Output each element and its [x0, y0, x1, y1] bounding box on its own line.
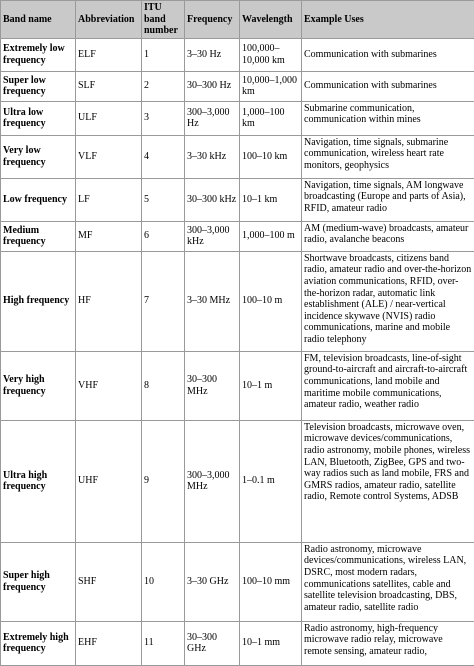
header-band-name: Band name	[1, 1, 76, 39]
band-name-cell: Extremely high frequency	[1, 621, 76, 665]
frequency-cell: 3–30 kHz	[185, 135, 240, 178]
frequency-cell: 300–3,000 kHz	[185, 221, 240, 251]
table-row	[1, 420, 474, 542]
table-row	[1, 251, 474, 351]
frequency-cell: 30–300 MHz	[185, 351, 240, 420]
wavelength-cell: 10–1 mm	[240, 621, 302, 665]
header-frequency: Frequency	[185, 1, 240, 39]
uses-cell: Radio astronomy, high-frequency microwave radio relay, microwave remote sensing, amateur radio,	[302, 621, 474, 665]
abbreviation-cell: SLF	[76, 71, 142, 101]
itu-cell: 5	[142, 178, 185, 221]
band-name-cell: Super low frequency	[1, 71, 76, 101]
itu-cell: 11	[142, 621, 185, 665]
abbreviation-cell: UHF	[76, 420, 142, 542]
itu-cell: 7	[142, 251, 185, 351]
table-row	[1, 542, 474, 621]
uses-cell: AM (medium-wave) broadcasts, amateur radio, avalanche beacons	[302, 221, 474, 251]
wavelength-cell: 10–1 km	[240, 178, 302, 221]
wavelength-cell: 100,000–10,000 km	[240, 38, 302, 71]
table-row	[1, 621, 474, 665]
uses-cell: Communication with submarines	[302, 38, 474, 71]
table-row	[1, 351, 474, 420]
band-name-cell: Very low frequency	[1, 135, 76, 178]
uses-cell: Television broadcasts, microwave oven, microwave devices/communications, radio astronomy, mobile phones, wireless LAN, Bluetooth, ZigBee, GPS and two-way radios such as land mobile, FRS and GMRS radios, amateur radio, satellite radio, Remote control Systems, ADSB	[302, 420, 474, 542]
band-name-cell: Ultra low frequency	[1, 101, 76, 135]
band-name-cell: Super high frequency	[1, 542, 76, 621]
itu-cell: 3	[142, 101, 185, 135]
header-itu-band-number: ITU band number	[142, 1, 185, 39]
frequency-cell: 30–300 Hz	[185, 71, 240, 101]
wavelength-cell: 100–10 mm	[240, 542, 302, 621]
wavelength-cell: 10,000–1,000 km	[240, 71, 302, 101]
header-example-uses: Example Uses	[302, 1, 474, 39]
abbreviation-cell: VHF	[76, 351, 142, 420]
band-name-cell: Low frequency	[1, 178, 76, 221]
uses-cell: FM, television broadcasts, line-of-sight ground-to-aircraft and aircraft-to-aircraft communications, land mobile and maritime mobile communications, amateur radio, weather radio	[302, 351, 474, 420]
frequency-cell: 30–300 GHz	[185, 621, 240, 665]
itu-cell: 1	[142, 38, 185, 71]
band-name-cell: Very high frequency	[1, 351, 76, 420]
itu-cell: 10	[142, 542, 185, 621]
abbreviation-cell: EHF	[76, 621, 142, 665]
abbreviation-cell: MF	[76, 221, 142, 251]
abbreviation-cell: VLF	[76, 135, 142, 178]
itu-cell: 2	[142, 71, 185, 101]
uses-cell: Navigation, time signals, AM longwave broadcasting (Europe and parts of Asia), RFID, amateur radio	[302, 178, 474, 221]
wavelength-cell: 100–10 m	[240, 251, 302, 351]
wavelength-cell: 1–0.1 m	[240, 420, 302, 542]
wavelength-cell: 1,000–100 km	[240, 101, 302, 135]
band-name-cell: High frequency	[1, 251, 76, 351]
table-row	[1, 221, 474, 251]
wavelength-cell: 100–10 km	[240, 135, 302, 178]
abbreviation-cell: ULF	[76, 101, 142, 135]
frequency-cell: 300–3,000 MHz	[185, 420, 240, 542]
itu-cell: 4	[142, 135, 185, 178]
band-name-cell: Ultra high frequency	[1, 420, 76, 542]
abbreviation-cell: HF	[76, 251, 142, 351]
uses-cell: Communication with submarines	[302, 71, 474, 101]
table-row	[1, 135, 474, 178]
table-row	[1, 38, 474, 71]
table-row	[1, 101, 474, 135]
abbreviation-cell: ELF	[76, 38, 142, 71]
wavelength-cell: 10–1 m	[240, 351, 302, 420]
frequency-cell: 3–30 Hz	[185, 38, 240, 71]
frequency-cell: 30–300 kHz	[185, 178, 240, 221]
table-row	[1, 178, 474, 221]
itu-cell: 8	[142, 351, 185, 420]
uses-cell: Submarine communication, communication within mines	[302, 101, 474, 135]
frequency-cell: 300–3,000 Hz	[185, 101, 240, 135]
header-wavelength: Wavelength	[240, 1, 302, 39]
uses-cell: Navigation, time signals, submarine communication, wireless heart rate monitors, geophysics	[302, 135, 474, 178]
uses-cell: Shortwave broadcasts, citizens band radio, amateur radio and over-the-horizon aviation communications, RFID, over-the-horizon radar, automatic link establishment (ALE) / near-vertical incidence skywave (NVIS) radio communications, marine and mobile radio telephony	[302, 251, 474, 351]
frequency-cell: 3–30 GHz	[185, 542, 240, 621]
table-row	[1, 71, 474, 101]
abbreviation-cell: LF	[76, 178, 142, 221]
wavelength-cell: 1,000–100 m	[240, 221, 302, 251]
itu-cell: 6	[142, 221, 185, 251]
abbreviation-cell: SHF	[76, 542, 142, 621]
uses-cell: Radio astronomy, microwave devices/communications, wireless LAN, DSRC, most modern radars, communications satellites, cable and satellite television broadcasting, DBS, amateur radio, satellite radio	[302, 542, 474, 621]
band-name-cell: Extremely low frequency	[1, 38, 76, 71]
header-abbreviation: Abbreviation	[76, 1, 142, 39]
frequency-cell: 3–30 MHz	[185, 251, 240, 351]
band-name-cell: Medium frequency	[1, 221, 76, 251]
header-row	[1, 1, 474, 39]
itu-cell: 9	[142, 420, 185, 542]
